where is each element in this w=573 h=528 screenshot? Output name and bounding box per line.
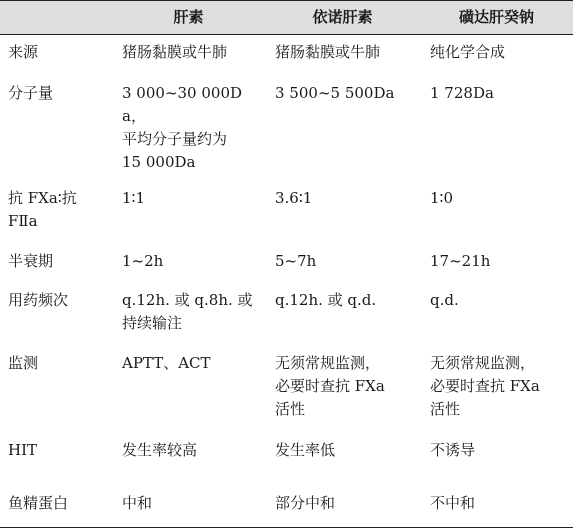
cell-line: q.12h. 或 q.8h. 或: [122, 291, 253, 309]
row-label: 用药频次: [8, 291, 69, 309]
cell-line: 活性: [430, 400, 461, 418]
row-label-line: FⅡa: [8, 212, 38, 230]
table-cell: 中和: [112, 486, 265, 528]
table-cell: 3 500~5 500Da: [275, 84, 395, 102]
row-label-line: 抗 FⅩa∶抗: [8, 189, 77, 207]
table-row-hit: [0, 433, 573, 486]
header-cell-heparin: 肝素: [112, 1, 265, 35]
header-cell-fondaparinux: 磺达肝癸钠: [420, 1, 573, 35]
table-header: [0, 1, 573, 35]
table-cell: 5~7h: [275, 252, 317, 270]
cell-line: 无须常规监测，: [275, 354, 381, 372]
row-label: 分子量: [8, 84, 54, 102]
table-row-protamine: [0, 486, 573, 528]
cell-line: 必要时查抗 FⅩa: [275, 377, 385, 395]
table-row-monitoring: [0, 346, 573, 433]
table-cell: 1∶0: [430, 189, 453, 207]
table-cell: [112, 283, 265, 346]
table-cell: 1~2h: [122, 252, 164, 270]
table-row-source: [0, 35, 573, 77]
cell-line: 持续输注: [122, 314, 183, 332]
table-cell: 纯化学合成: [430, 43, 506, 61]
table-cell: [112, 76, 265, 181]
table-row-molecular-weight: [0, 76, 573, 181]
row-label: 鱼精蛋白: [0, 486, 112, 528]
table-cell: 猪肠黏膜或牛肺: [122, 43, 228, 61]
table-row-xa-iia-ratio: [0, 181, 573, 244]
table-cell: APTT、ACT: [122, 354, 211, 372]
cell-line: 15 000Da: [122, 153, 196, 171]
cell-line: 3 000~30 000Da，: [122, 84, 243, 125]
row-label: HIT: [8, 441, 38, 459]
table-cell: 部分中和: [265, 486, 420, 528]
table-cell: q.12h. 或 q.d.: [275, 291, 377, 309]
header-cell-corner: [0, 1, 112, 35]
cell-line: 无须常规监测，: [430, 354, 536, 372]
table-body: [0, 35, 573, 528]
table-cell: 不中和: [420, 486, 573, 528]
cell-line: 必要时查抗 FⅩa: [430, 377, 540, 395]
table-row-dosing-frequency: [0, 283, 573, 346]
row-label: 来源: [8, 43, 39, 61]
row-label: 半衰期: [8, 252, 54, 270]
header-row: [0, 1, 573, 35]
table-cell: 发生率低: [275, 441, 336, 459]
row-label: [0, 181, 112, 244]
table-cell: 17~21h: [430, 252, 491, 270]
table-cell: [420, 346, 573, 433]
row-label: 监测: [8, 354, 39, 372]
table-row-half-life: [0, 244, 573, 283]
table-cell: 1 728Da: [430, 84, 494, 102]
table-cell: 3.6∶1: [275, 189, 313, 207]
header-cell-enoxaparin: 依诺肝素: [265, 1, 420, 35]
cell-line: 活性: [275, 400, 306, 418]
table-cell: 发生率较高: [122, 441, 198, 459]
table-cell: 1∶1: [122, 189, 145, 207]
table-cell: q.d.: [430, 291, 459, 309]
table-cell: [265, 346, 420, 433]
cell-line: 平均分子量约为: [122, 130, 228, 148]
table-cell: 不诱导: [430, 441, 476, 459]
table-cell: 猪肠黏膜或牛肺: [275, 43, 381, 61]
